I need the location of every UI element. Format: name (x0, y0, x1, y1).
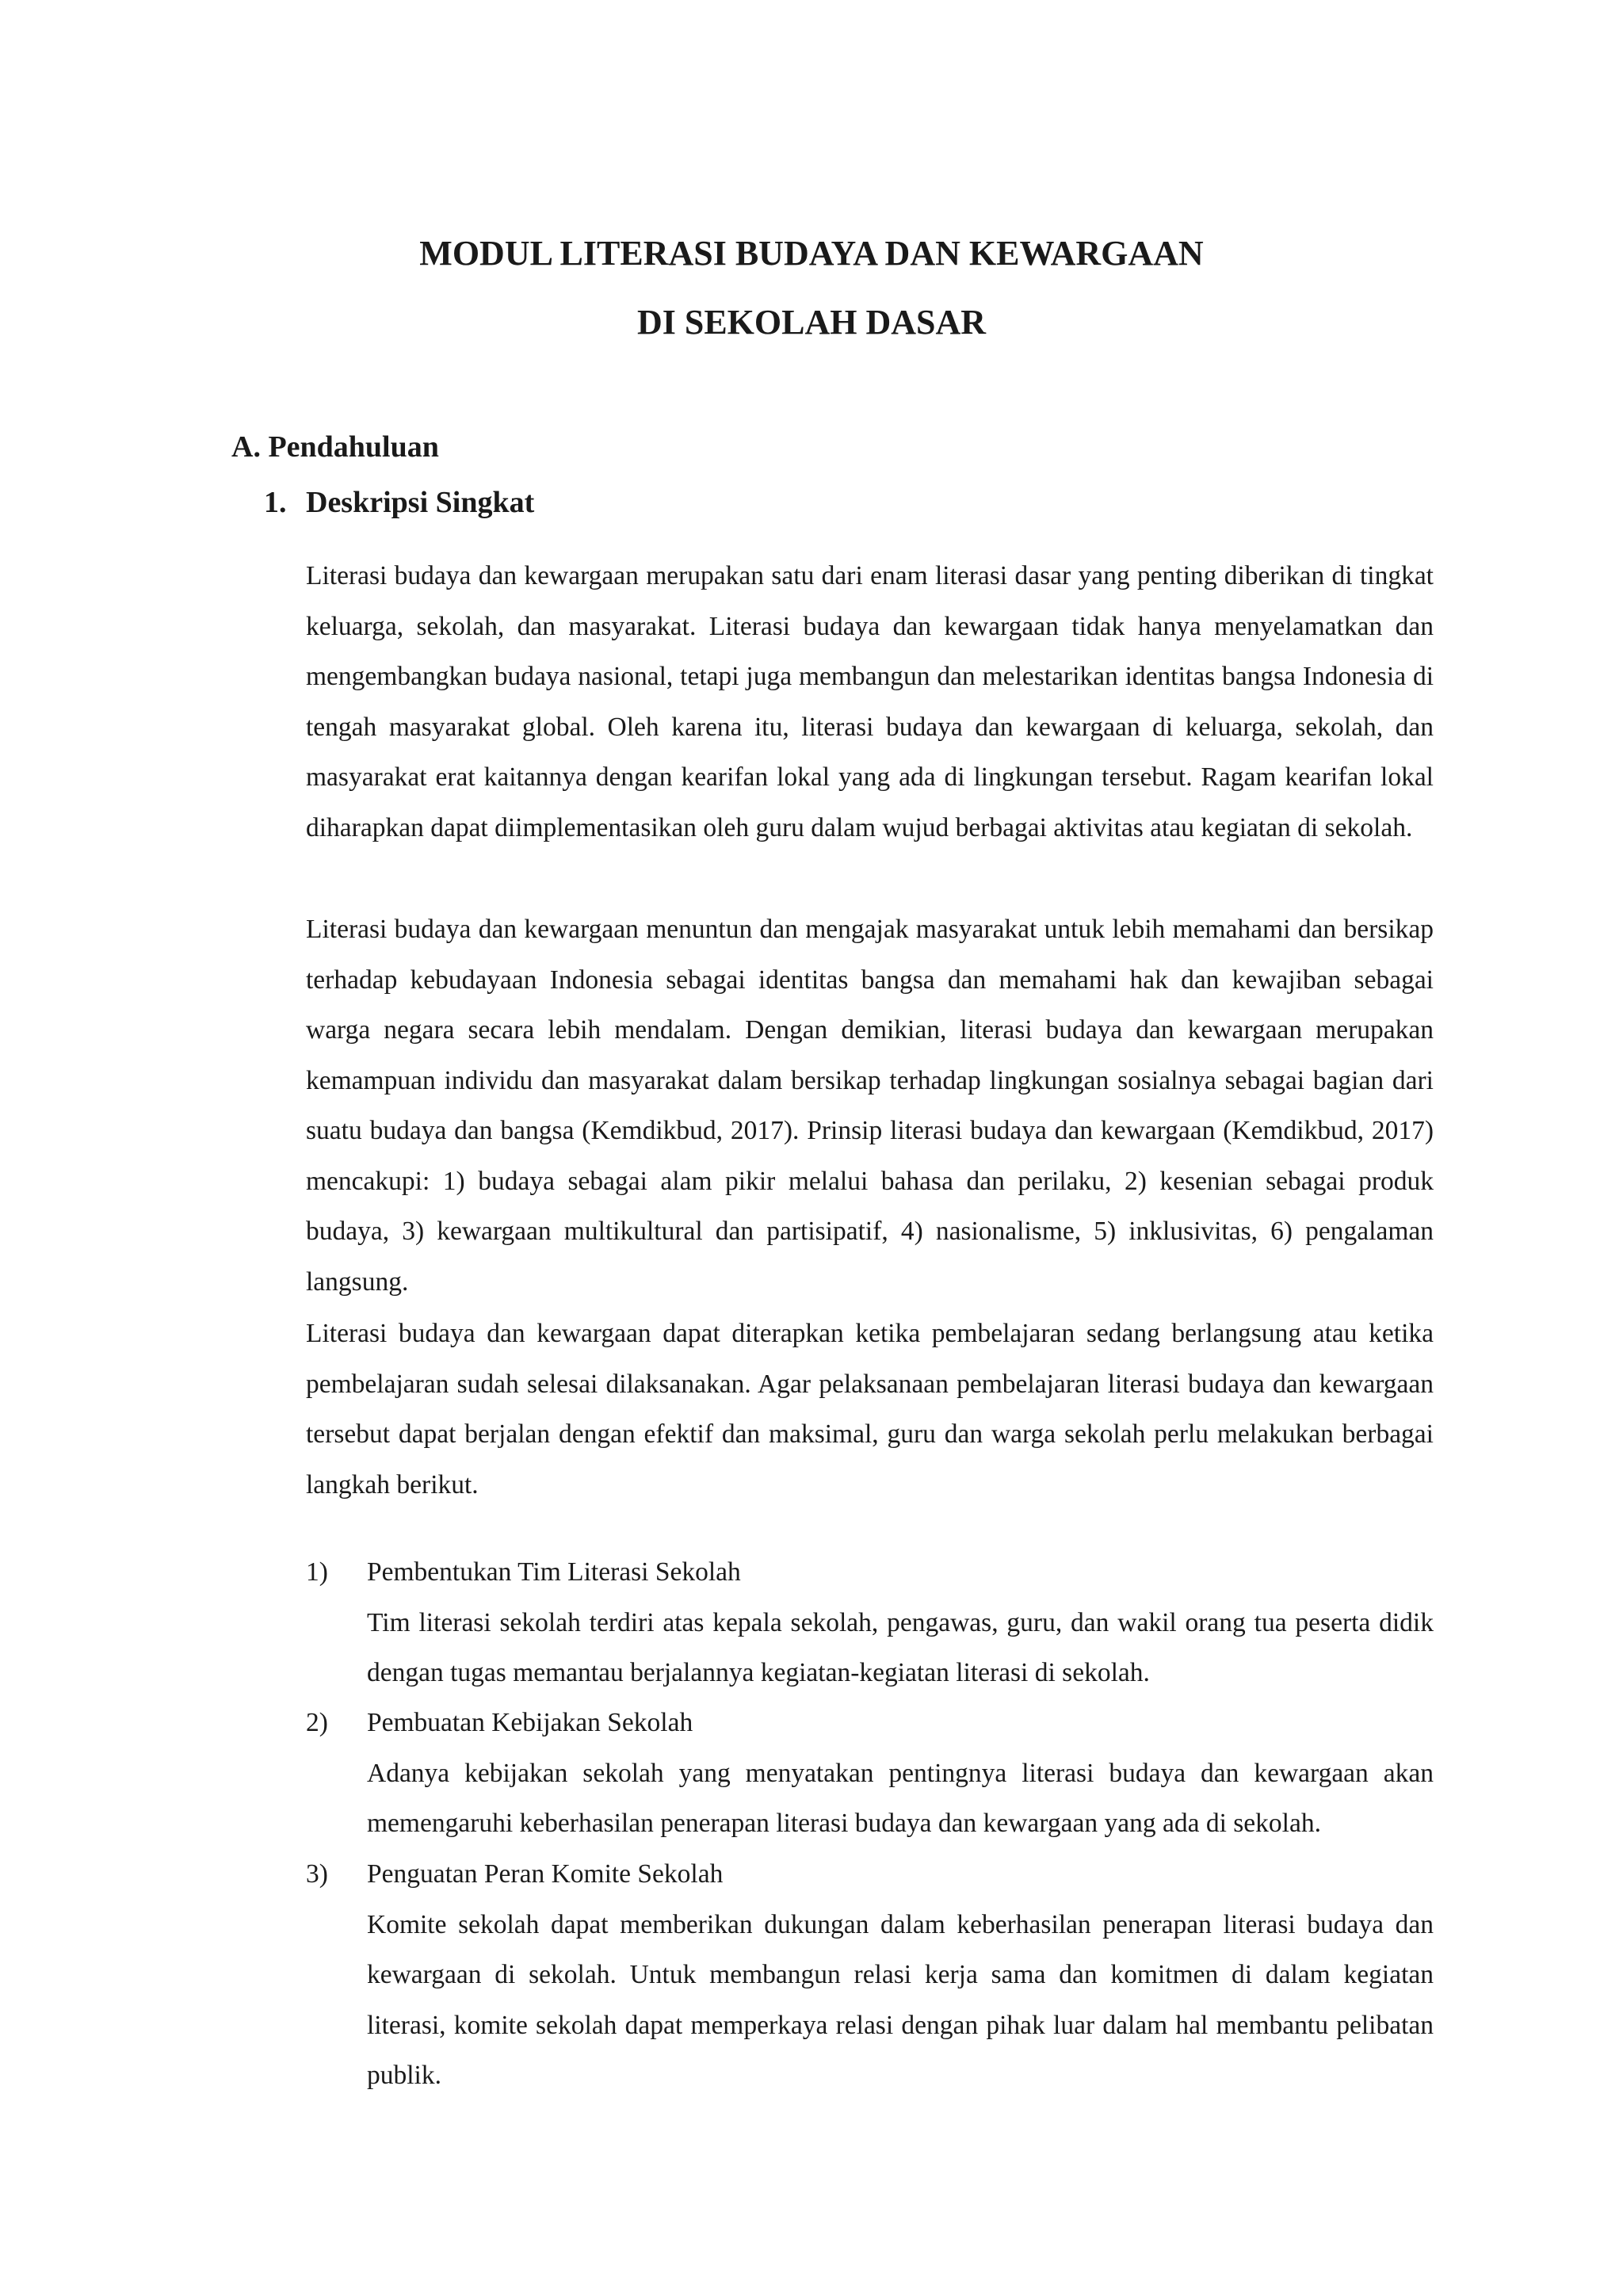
paragraph-text: Literasi budaya dan kewargaan merupakan satu dari enam literasi dasar yang penting diberikan di tingkat keluarga, sekolah, dan masyarakat. Literasi budaya dan kewargaan tidak hanya menyelamatkan dan mengembangkan budaya nasional, tetapi juga membangun dan melestarikan identitas bangsa Indonesia di tengah masyarakat global. Oleh karena itu, literasi budaya dan kewargaan di keluarga, sekolah, dan masyarakat erat kaitannya dengan kearifan lokal yang ada di lingkungan tersebut. Ragam kearifan lokal diharapkan dapat diimplementasikan oleh guru dalam wujud berbagai aktivitas atau kegiatan di sekolah. (306, 561, 1434, 842)
paragraph-text: Literasi budaya dan kewargaan dapat diterapkan ketika pembelajaran sedang berlangsung atau ketika pembelajaran sudah selesai dilaksanakan. Agar pelaksanaan pembelajaran literasi budaya dan kewargaan tersebut dapat berjalan dengan efektif dan maksimal, guru dan warga sekolah perlu melakukan berbagai langkah berikut. (306, 1319, 1434, 1499)
list-item-title: Pembentukan Tim Literasi Sekolah (367, 1557, 741, 1587)
subsection-number: 1. (264, 486, 287, 519)
paragraph-text: Literasi budaya dan kewargaan menuntun dan mengajak masyarakat untuk lebih memahami dan bersikap terhadap kebudayaan Indonesia sebagai identitas bangsa dan memahami hak dan kewajiban sebagai warga negara secara lebih mendalam. Dengan demikian, literasi budaya dan kewargaan merupakan kemampuan individu dan masyarakat dalam bersikap terhadap lingkungan sosialnya sebagai bagian dari suatu budaya dan bangsa (Kemdikbud, 2017). Prinsip literasi budaya dan kewargaan (Kemdikbud, 2017) mencakupi: 1) budaya sebagai alam pikir melalui bahasa dan perilaku, 2) kesenian sebagai produk budaya, 3) kewargaan multikultural dan partisipatif, 4) nasionalisme, 5) inklusivitas, 6) pengalaman langsung. (306, 915, 1434, 1297)
list-item-marker: 1) (306, 1557, 328, 1587)
document-title-line-2: DI SEKOLAH DASAR (636, 303, 987, 342)
list-item-description: Komite sekolah dapat memberikan dukungan dalam keberhasilan penerapan literasi budaya dan kewargaan di sekolah. Untuk membangun relasi kerja sama dan komitmen di dalam kegiatan literasi, komite sekolah dapat memperkaya relasi dengan pihak luar dalam hal membantu pelibatan publik. (367, 1909, 1434, 2090)
subsection-title: Deskripsi Singkat (306, 486, 535, 519)
section-heading-pendahuluan: A. Pendahuluan (231, 430, 439, 464)
list-item-title: Pembuatan Kebijakan Sekolah (367, 1708, 693, 1737)
paragraph-3 (306, 1308, 1434, 1510)
list-item-description: Adanya kebijakan sekolah yang menyatakan pentingnya literasi budaya dan kewargaan akan memengaruhi keberhasilan penerapan literasi budaya dan kewargaan yang ada di sekolah. (367, 1758, 1434, 1838)
paragraph-2 (306, 904, 1434, 1307)
list-item-description: Tim literasi sekolah terdiri atas kepala sekolah, pengawas, guru, dan wakil orang tua peserta didik dengan tugas memantau berjalannya kegiatan-kegiatan literasi di sekolah. (367, 1607, 1434, 1687)
paragraph-1 (306, 551, 1434, 853)
list-item-marker: 3) (306, 1859, 328, 1889)
document-title-line-1: MODUL LITERASI BUDAYA DAN KEWARGAAN (419, 234, 1204, 273)
subsection-heading (264, 487, 534, 518)
list-item-title: Penguatan Peran Komite Sekolah (367, 1859, 724, 1889)
list-item-marker: 2) (306, 1708, 328, 1737)
